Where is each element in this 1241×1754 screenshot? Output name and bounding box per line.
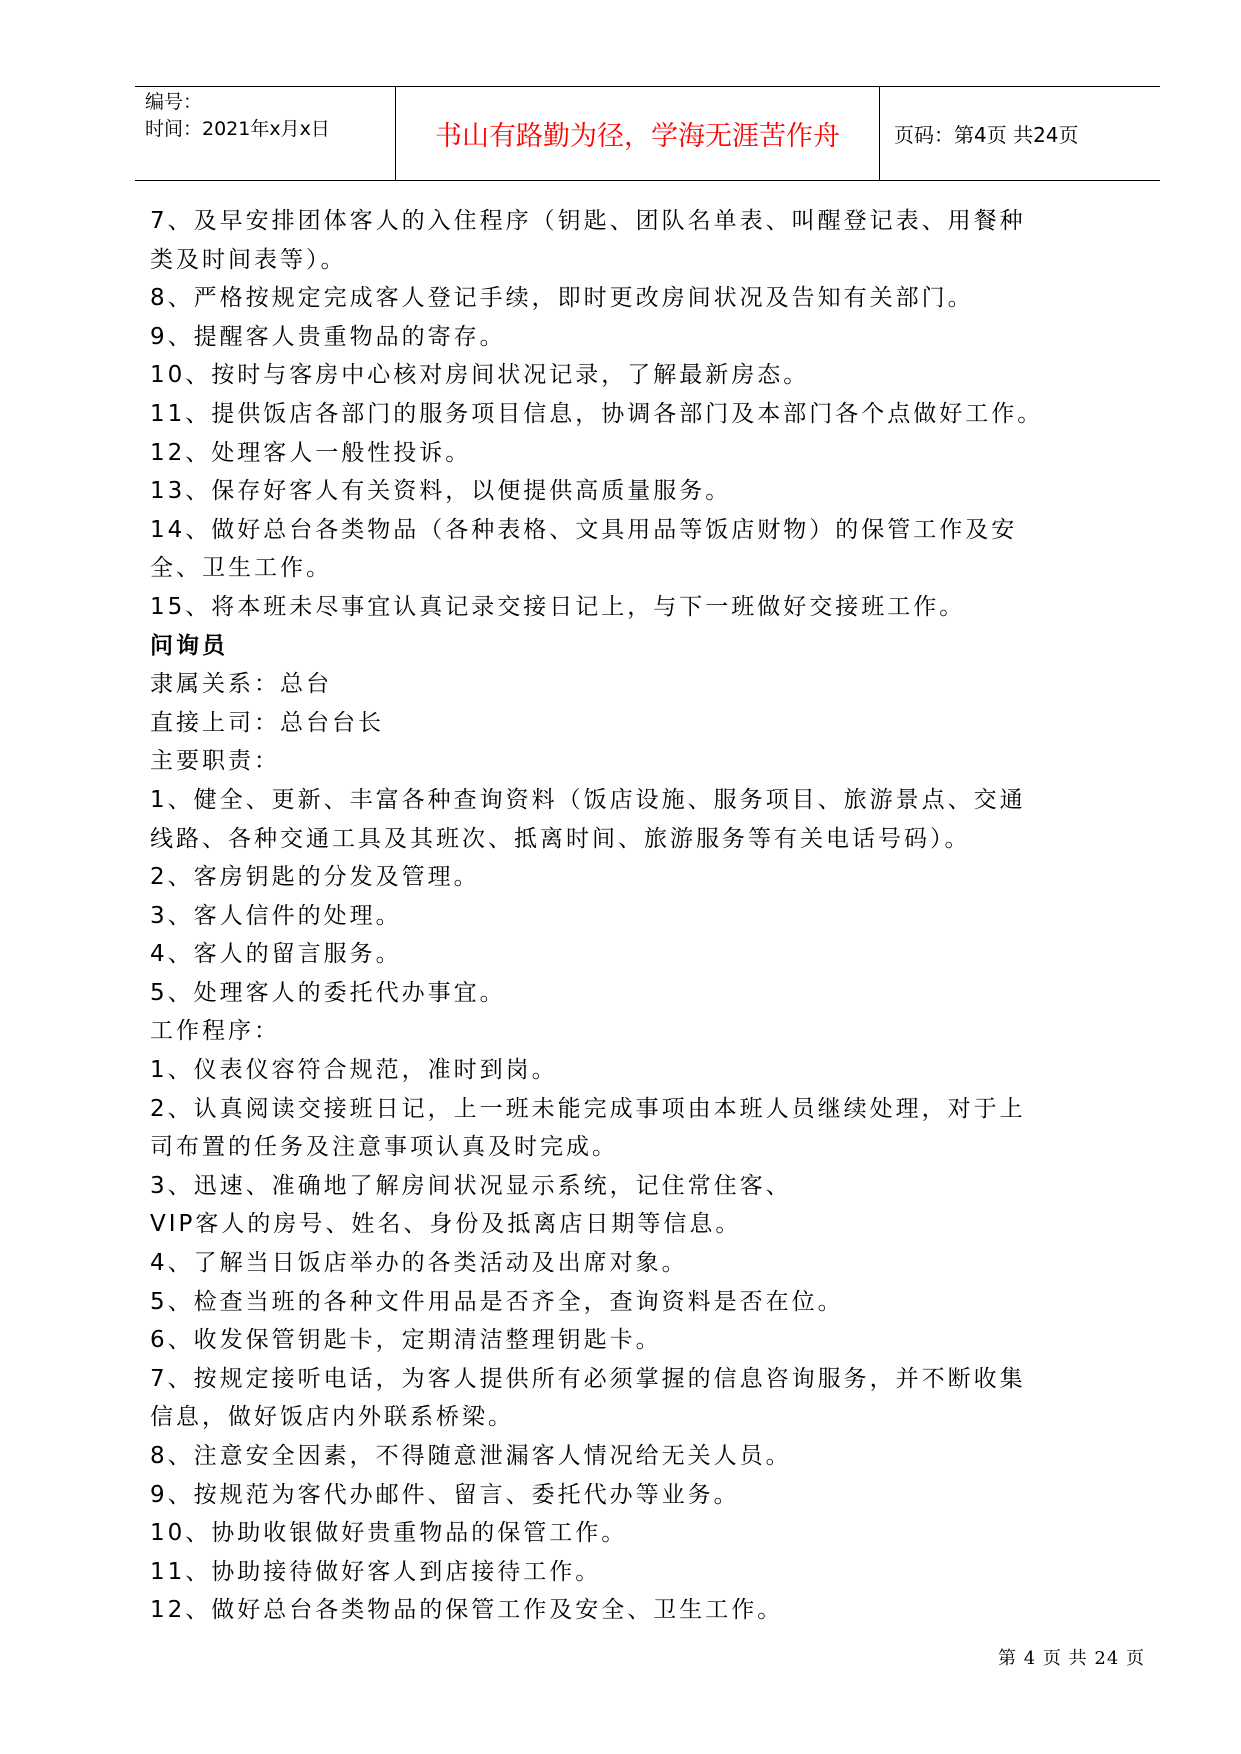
body-line: 12、做好总台各类物品的保管工作及安全、卫生工作。	[150, 1597, 784, 1624]
body-line: 13、保存好客人有关资料，以便提供高质量服务。	[150, 478, 732, 505]
body-line: 直接上司：总台台长	[150, 709, 384, 736]
body-line: 3、客人信件的处理。	[150, 902, 402, 929]
body-line: 3、迅速、准确地了解房间状况显示系统，记住常住客、	[150, 1172, 792, 1199]
body-line: 10、按时与客房中心核对房间状况记录，了解最新房态。	[150, 362, 810, 389]
body-line: 9、提醒客人贵重物品的寄存。	[150, 323, 506, 350]
section-heading: 问询员	[150, 632, 228, 659]
body-line: 线路、各种交通工具及其班次、抵离时间、旅游服务等有关电话号码）。	[150, 825, 971, 852]
body-line: 类及时间表等）。	[150, 246, 347, 273]
body-line: 9、按规范为客代办邮件、留言、委托代办等业务。	[150, 1481, 740, 1508]
body-line: 12、处理客人一般性投诉。	[150, 439, 472, 466]
page-header	[135, 86, 1160, 181]
document-number-label: 编号：	[145, 91, 203, 113]
body-line: 2、认真阅读交接班日记，上一班未能完成事项由本班人员继续处理，对于上	[150, 1095, 1026, 1122]
header-motto: 书山有路勤为径，学海无涯苦作舟	[395, 87, 880, 180]
body-line: 11、提供饭店各部门的服务项目信息，协调各部门及本部门各个点做好工作。	[150, 400, 1044, 427]
body-line: 隶属关系：总台	[150, 671, 332, 698]
body-line: 5、处理客人的委托代办事宜。	[150, 979, 506, 1006]
body-line: 主要职责：	[150, 748, 280, 775]
header-page-info: 页码：第4页 共24页	[894, 123, 1079, 147]
document-body	[150, 202, 1140, 1630]
body-line: 信息，做好饭店内外联系桥梁。	[150, 1404, 514, 1431]
body-line: 14、做好总台各类物品（各种表格、文具用品等饭店财物）的保管工作及安	[150, 516, 1018, 543]
body-line: 10、协助收银做好贵重物品的保管工作。	[150, 1520, 628, 1547]
body-line: 8、注意安全因素，不得随意泄漏客人情况给无关人员。	[150, 1443, 792, 1469]
body-line: 11、协助接待做好客人到店接待工作。	[150, 1558, 602, 1585]
body-line: 工作程序：	[150, 1018, 280, 1045]
body-line: 司布置的任务及注意事项认真及时完成。	[150, 1134, 618, 1161]
body-line: 8、严格按规定完成客人登记手续，即时更改房间状况及告知有关部门。	[150, 285, 974, 312]
body-line: VIP客人的房号、姓名、身份及抵离店日期等信息。	[150, 1211, 742, 1238]
document-time-label: 时间：2021年x月x日	[145, 118, 330, 140]
body-line: 2、客房钥匙的分发及管理。	[150, 864, 480, 891]
body-line: 15、将本班未尽事宜认真记录交接日记上，与下一班做好交接班工作。	[150, 593, 966, 620]
body-line: 1、仪表仪容符合规范，准时到岗。	[150, 1057, 558, 1084]
body-line: 全、卫生工作。	[150, 555, 332, 582]
header-info	[135, 87, 395, 180]
body-line: 5、检查当班的各种文件用品是否齐全，查询资料是否在位。	[150, 1288, 844, 1315]
body-line: 7、按规定接听电话，为客人提供所有必须掌握的信息咨询服务，并不断收集	[150, 1365, 1026, 1392]
page-footer: 第 4 页 共 24 页	[998, 1648, 1145, 1669]
body-line: 4、客人的留言服务。	[150, 941, 402, 968]
body-line: 6、收发保管钥匙卡，定期清洁整理钥匙卡。	[150, 1327, 662, 1354]
body-line: 4、了解当日饭店举办的各类活动及出席对象。	[150, 1250, 688, 1277]
body-line: 1、健全、更新、丰富各种查询资料（饭店设施、服务项目、旅游景点、交通	[150, 786, 1026, 813]
body-line: 7、及早安排团体客人的入住程序（钥匙、团队名单表、叫醒登记表、用餐种	[150, 208, 1026, 234]
